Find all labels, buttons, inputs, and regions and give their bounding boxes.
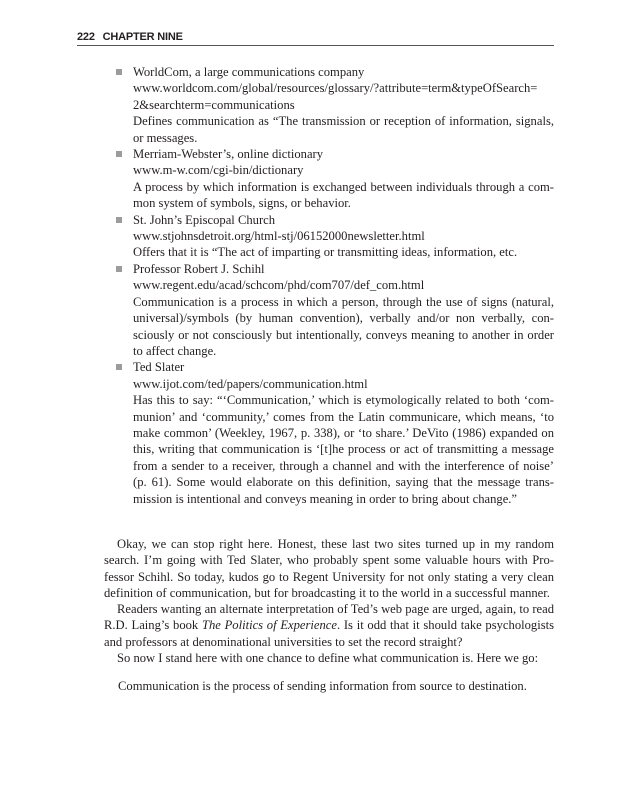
- list-item: [104, 64, 554, 146]
- definition-statement: Communication is the process of sending information from source to destination.: [118, 679, 527, 693]
- source-name: St. John’s Episcopal Church: [133, 212, 276, 227]
- source-description: Communication is a process in which a person, through the use of signs (natural, universal)/symbols (by human convention), verbally and/or non verbally, consciously or not consciously but intentionally, conveys meaning to another in order to affect change.: [133, 294, 554, 358]
- source-name: Professor Robert J. Schihl: [133, 261, 265, 276]
- square-bullet-icon: [116, 266, 122, 272]
- paragraph: So now I stand here with one chance to define what communication is. Here we go:: [117, 651, 539, 666]
- source-description: Defines communication as “The transmission or reception of information, signals, or messages.: [133, 114, 554, 145]
- page-number: 222: [77, 31, 95, 43]
- list-item: [104, 212, 554, 261]
- source-name: Merriam-Webster’s, online dictionary: [133, 147, 324, 162]
- source-description: Offers that it is “The act of imparting or transmitting ideas, information, etc.: [133, 245, 518, 260]
- source-url: www.worldcom.com/global/resources/glossary/?attribute=term&typeOfSearch=: [133, 81, 538, 96]
- paragraph-text: . Is it odd that it should take psychologists and professors at denominational universities to set the record straight?: [104, 618, 555, 649]
- body-text: [104, 536, 554, 666]
- square-bullet-icon: [116, 151, 122, 157]
- source-name: Ted Slater: [133, 360, 185, 375]
- paragraph-text: Readers wanting an alternate interpretation of Ted’s web page are urged, again, to read R.D. Laing’s book: [104, 602, 554, 633]
- source-url: 2&searchterm=communications: [133, 97, 295, 112]
- paragraph: Okay, we can stop right here. Honest, these last two sites turned up in my random search. I’m going with Ted Slater, who probably spent some valuable hours with Professor Schihl. So today, kudos go to Regent University for not only stating a very clean definition of communication, but for broadcasting it to the world in a successful manner.: [104, 537, 554, 600]
- source-url: www.regent.edu/acad/schcom/phd/com707/def_com.html: [133, 278, 425, 293]
- source-list-container: [104, 64, 554, 507]
- source-name: WorldCom, a large communications company: [133, 65, 365, 79]
- paragraph: [104, 601, 554, 650]
- list-item: [104, 359, 554, 507]
- book-title: The Politics of Experience: [201, 618, 337, 633]
- square-bullet-icon: [116, 217, 122, 223]
- running-head: [77, 29, 554, 46]
- source-url: www.ijot.com/ted/papers/communication.html: [133, 376, 368, 391]
- square-bullet-icon: [116, 364, 122, 370]
- chapter-title: CHAPTER NINE: [102, 31, 183, 43]
- source-url: www.m-w.com/cgi-bin/dictionary: [133, 163, 304, 178]
- source-url: www.stjohnsdetroit.org/html-stj/06152000newsletter.html: [133, 229, 425, 244]
- source-description: Has this to say: “‘Communication,’ which is etymologically related to both ‘communion’ and ‘community,’ comes from the Latin communicare, which means, ‘to make common’ (Weekley, 1967, p. 338), or ‘to share.’ DeVito (1986) expanded on this, writing that communication is ‘[t]he process or act of transmitting a message from a sender to a receiver, through a channel and with the interference of noise’ (p. 61). Some would elaborate on this definition, saying that the message transmission is intentional and conveys meaning in order to bring about change.”: [133, 393, 554, 506]
- source-list: [104, 64, 554, 507]
- list-item: [104, 146, 554, 212]
- source-description: A process by which information is exchanged between individuals through a common system of symbols, signs, or behavior.: [133, 179, 554, 211]
- list-item: [104, 261, 554, 359]
- square-bullet-icon: [116, 69, 122, 75]
